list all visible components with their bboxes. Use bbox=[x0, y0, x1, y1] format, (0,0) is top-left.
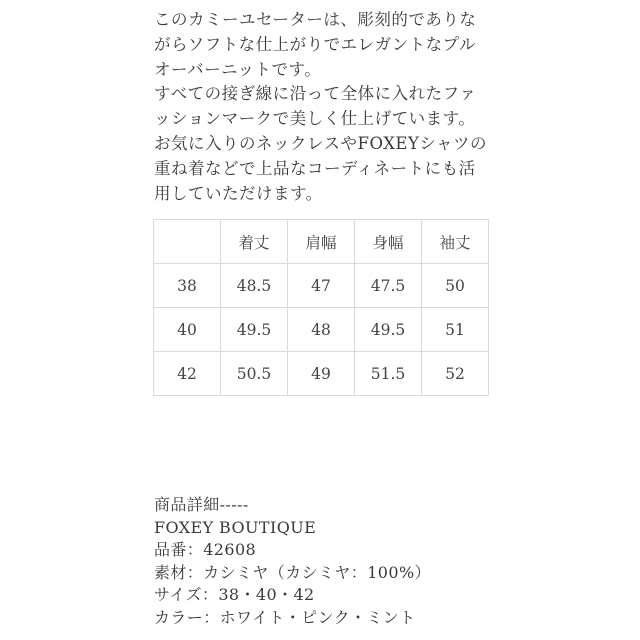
table-cell: 52 bbox=[422, 352, 489, 396]
size-cell: 40 bbox=[154, 308, 221, 352]
column-header-shoulder: 肩幅 bbox=[288, 220, 355, 264]
description-line: このカミーユセーターは、彫刻的でありな bbox=[154, 10, 477, 29]
column-header-length: 着丈 bbox=[221, 220, 288, 264]
product-description bbox=[154, 8, 494, 206]
brand-name: FOXEY BOUTIQUE bbox=[154, 517, 317, 537]
description-line: 用していただけます。 bbox=[154, 183, 323, 203]
size-info: サイズ：38・40・42 bbox=[154, 585, 315, 604]
details-heading: 商品詳細----- bbox=[154, 495, 249, 514]
size-table-corner bbox=[154, 220, 221, 264]
description-line: 重ね着などで上品なコーディネートにも活 bbox=[154, 158, 476, 178]
description-line: ッションマークで美しく仕上げています。 bbox=[154, 109, 476, 129]
table-row bbox=[154, 308, 489, 352]
table-cell: 47 bbox=[288, 264, 355, 308]
description-line: お気に入りのネックレスやFOXEYシャツの bbox=[154, 133, 488, 153]
table-cell: 51 bbox=[422, 308, 489, 352]
table-cell: 50.5 bbox=[221, 352, 288, 396]
description-line: がらソフトな仕上がりでエレガントなプル bbox=[154, 34, 477, 54]
color-info: カラー：ホワイト・ピンク・ミント bbox=[154, 607, 416, 627]
table-row bbox=[154, 352, 489, 396]
description-line: すべての接ぎ線に沿って全体に入れたファ bbox=[154, 84, 477, 104]
size-cell: 38 bbox=[154, 264, 221, 308]
table-cell: 51.5 bbox=[355, 352, 422, 396]
table-cell: 47.5 bbox=[355, 264, 422, 308]
table-cell: 48.5 bbox=[221, 264, 288, 308]
table-cell: 49 bbox=[288, 352, 355, 396]
table-cell: 50 bbox=[422, 264, 489, 308]
description-line: オーバーニットです。 bbox=[154, 59, 322, 79]
table-cell: 49.5 bbox=[221, 308, 288, 352]
product-details bbox=[154, 494, 431, 629]
column-header-width: 身幅 bbox=[355, 220, 422, 264]
column-header-sleeve: 袖丈 bbox=[422, 220, 489, 264]
table-cell: 48 bbox=[288, 308, 355, 352]
table-row bbox=[154, 264, 489, 308]
size-cell: 42 bbox=[154, 352, 221, 396]
table-cell: 49.5 bbox=[355, 308, 422, 352]
material-info: 素材：カシミヤ（カシミヤ：100%） bbox=[154, 562, 431, 582]
size-table bbox=[153, 219, 489, 396]
size-table-header-row bbox=[154, 220, 489, 264]
product-number: 品番：42608 bbox=[154, 540, 257, 559]
